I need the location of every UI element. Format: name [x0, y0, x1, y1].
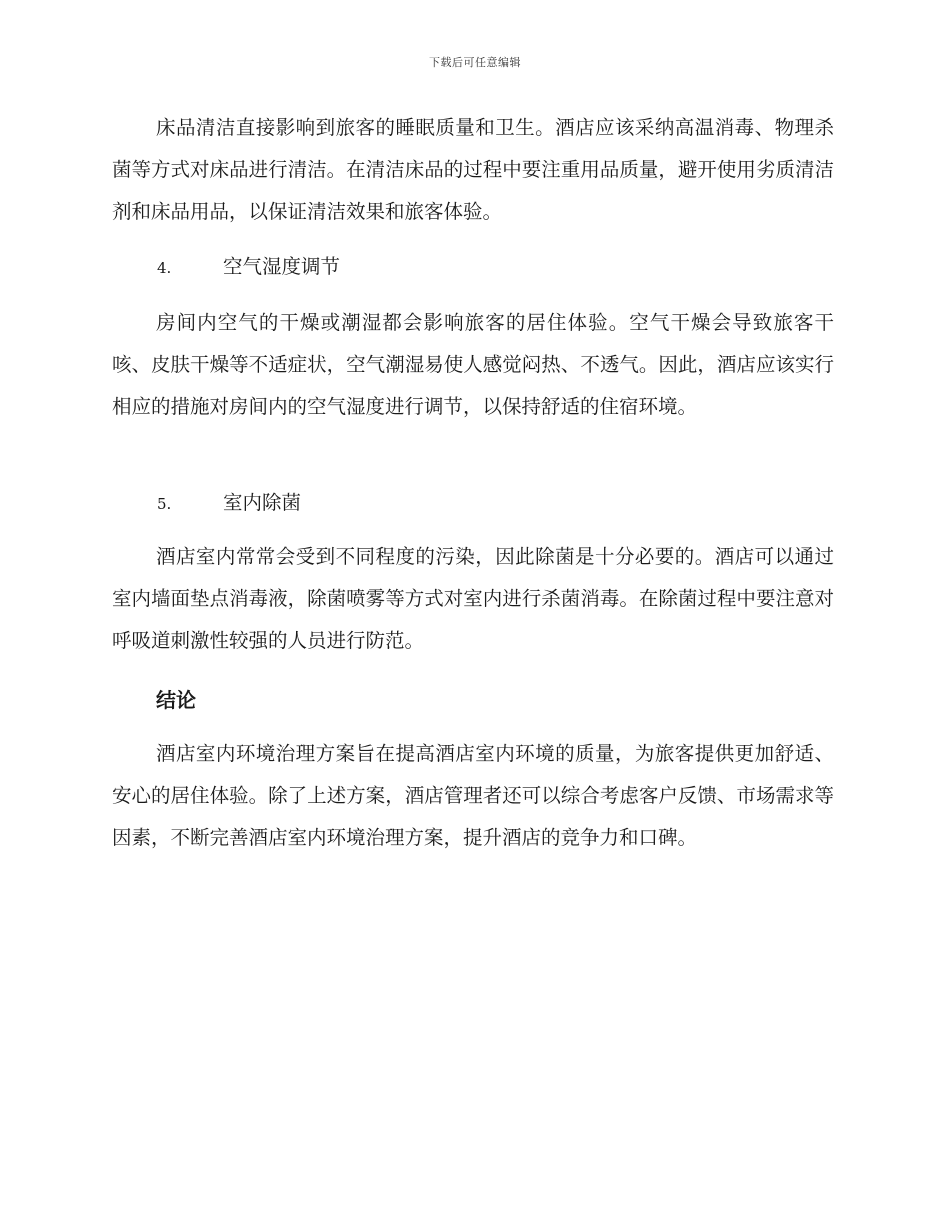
paragraph-sterilization [112, 536, 834, 662]
paragraph-text: 酒店室内环境治理方案旨在提高酒店室内环境的质量，为旅客提供更加舒适、安心的居住体验。除了上述方案，酒店管理者还可以综合考虑客户反馈、市场需求等因素，不断完善酒店室内环境治理方案，提升酒店的竞争力和口碑。 [112, 742, 834, 849]
section-heading-4 [157, 253, 340, 282]
section-title: 室内除菌 [223, 491, 302, 514]
conclusion-heading: 结论 [156, 688, 196, 712]
paragraph-bedding-cleaning [112, 107, 834, 233]
section-number: 5. [157, 495, 172, 513]
section-number: 4. [157, 259, 172, 277]
paragraph-text: 床品清洁直接影响到旅客的睡眠质量和卫生。酒店应该采纳高温消毒、物理杀菌等方式对床品进行清洁。在清洁床品的过程中要注重用品质量，避开使用劣质清洁剂和床品用品，以保证清洁效果和旅客体验。 [112, 116, 834, 223]
paragraph-humidity [112, 302, 834, 428]
section-title: 空气湿度调节 [223, 255, 341, 278]
paragraph-text: 酒店室内常常会受到不同程度的污染，因此除菌是十分必要的。酒店可以通过室内墙面垫点消毒液，除菌喷雾等方式对室内进行杀菌消毒。在除菌过程中要注意对呼吸道刺激性较强的人员进行防范。 [112, 545, 834, 652]
paragraph-conclusion [112, 733, 834, 859]
page-header: 下载后可任意编辑 [429, 56, 521, 69]
paragraph-text: 房间内空气的干燥或潮湿都会影响旅客的居住体验。空气干燥会导致旅客干咳、皮肤干燥等不适症状，空气潮湿易使人感觉闷热、不透气。因此，酒店应该实行相应的措施对房间内的空气湿度进行调节，以保持舒适的住宿环境。 [112, 311, 834, 418]
section-heading-5 [157, 489, 301, 518]
